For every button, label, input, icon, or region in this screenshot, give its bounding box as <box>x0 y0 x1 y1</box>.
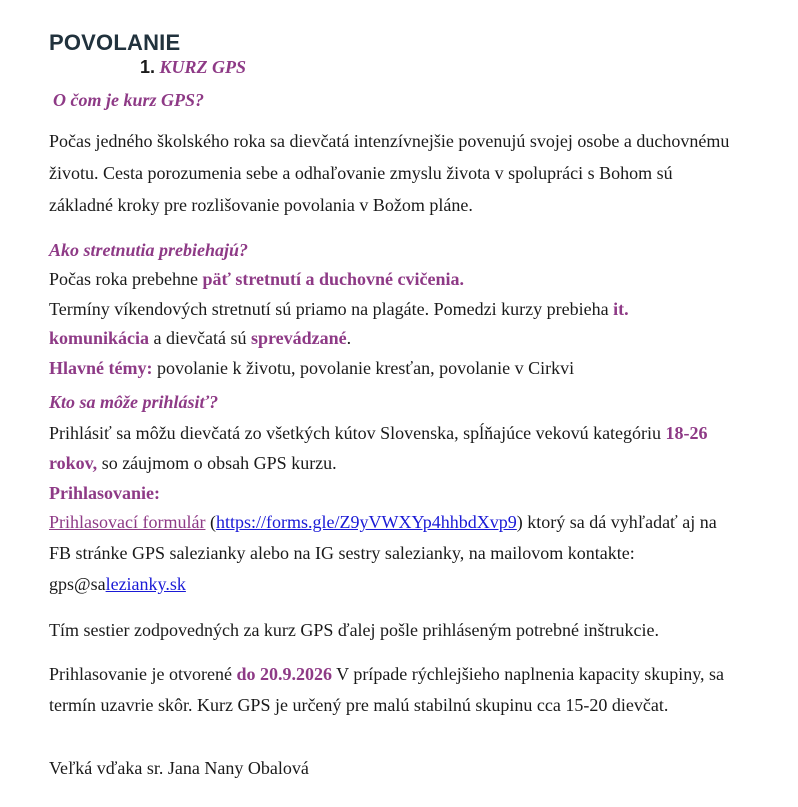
section-number: 1. <box>140 57 156 77</box>
who-line-2 <box>49 453 337 474</box>
team-note: Tím sestier zodpovedných za kurz GPS ďalej pošle prihláseným potrebné inštrukcie. <box>49 620 659 640</box>
meetings-line-2 <box>49 299 629 320</box>
question-what-is-course: O čom je kurz GPS? <box>53 90 205 110</box>
meetings-text: Termíny víkendových stretnutí sú priamo na plagáte. Pomedzi kurzy prebieha <box>49 299 614 319</box>
intro-line-1: Počas jedného školského roka sa dievčatá intenzívnejšie povenujú svojej osobe a duchovnému <box>49 131 730 151</box>
meetings-highlight: sprevádzané <box>250 328 347 348</box>
email-link[interactable]: lezianky.sk <box>105 574 186 594</box>
main-topics-label: Hlavné témy: <box>49 358 153 378</box>
meetings-text: . <box>346 328 352 348</box>
open-text: V prípade rýchlejšieho naplnenia kapacity skupiny, sa <box>331 664 725 684</box>
registration-email <box>49 574 186 595</box>
main-topics-text: povolanie k životu, povolanie kresťan, povolanie v Cirkvi <box>152 358 575 378</box>
meetings-line-1 <box>49 269 464 290</box>
thanks-note: Veľká vďaka sr. Jana Nany Obalová <box>49 758 309 778</box>
who-text: Prihlásiť sa môžu dievčatá zo všetkých kútov Slovenska, spĺňajúce vekovú kategóriu <box>49 423 666 443</box>
registration-form-link[interactable]: Prihlasovací formulár <box>49 512 206 532</box>
who-text: so záujmom o obsah GPS kurzu. <box>97 453 337 473</box>
meetings-highlight: it. <box>613 299 629 319</box>
registration-url-link[interactable]: https://forms.gle/Z9yVWXYp4hhbdXvp9 <box>215 512 517 532</box>
registration-text: ( <box>205 512 216 532</box>
section-title: KURZ GPS <box>159 57 247 77</box>
registration-line-2: FB stránke GPS salezianky alebo na IG sestry salezianky, na mailovom kontakte: <box>49 543 635 563</box>
question-how-meetings: Ako stretnutia prebiehajú? <box>49 240 249 260</box>
intro-line-3: základné kroky pre rozlišovanie povolania v Božom pláne. <box>49 195 473 215</box>
intro-line-2: životu. Cesta porozumenia sebe a odhaľovanie zmyslu života v spolupráci s Bohom sú <box>49 163 673 183</box>
email-prefix: gps@sa <box>49 574 106 594</box>
meetings-highlight: päť stretnutí a duchovné cvičenia. <box>202 269 465 289</box>
meetings-text: Počas roka prebehne <box>49 269 203 289</box>
question-who-can-apply: Kto sa môže prihlásiť? <box>49 392 219 412</box>
registration-text: ) ktorý sa dá vyhľadať aj na <box>516 512 717 532</box>
registration-label: Prihlasovanie: <box>49 483 160 503</box>
main-topics <box>49 358 574 379</box>
meetings-text: a dievčatá sú <box>149 328 251 348</box>
meetings-line-3 <box>49 328 351 349</box>
section-heading <box>140 57 246 78</box>
open-line-2: termín uzavrie skôr. Kurz GPS je určený pre malú stabilnú skupinu cca 15-20 dievčat. <box>49 695 669 715</box>
who-highlight: 18-26 <box>665 423 708 443</box>
page-title: POVOLANIE <box>49 30 181 55</box>
meetings-highlight: komunikácia <box>49 328 150 348</box>
open-deadline: do 20.9.2026 <box>236 664 332 684</box>
open-line-1 <box>49 664 724 685</box>
registration-line-1 <box>49 512 717 533</box>
who-line-1 <box>49 423 708 444</box>
who-highlight: rokov, <box>49 453 98 473</box>
open-text: Prihlasovanie je otvorené <box>49 664 237 684</box>
